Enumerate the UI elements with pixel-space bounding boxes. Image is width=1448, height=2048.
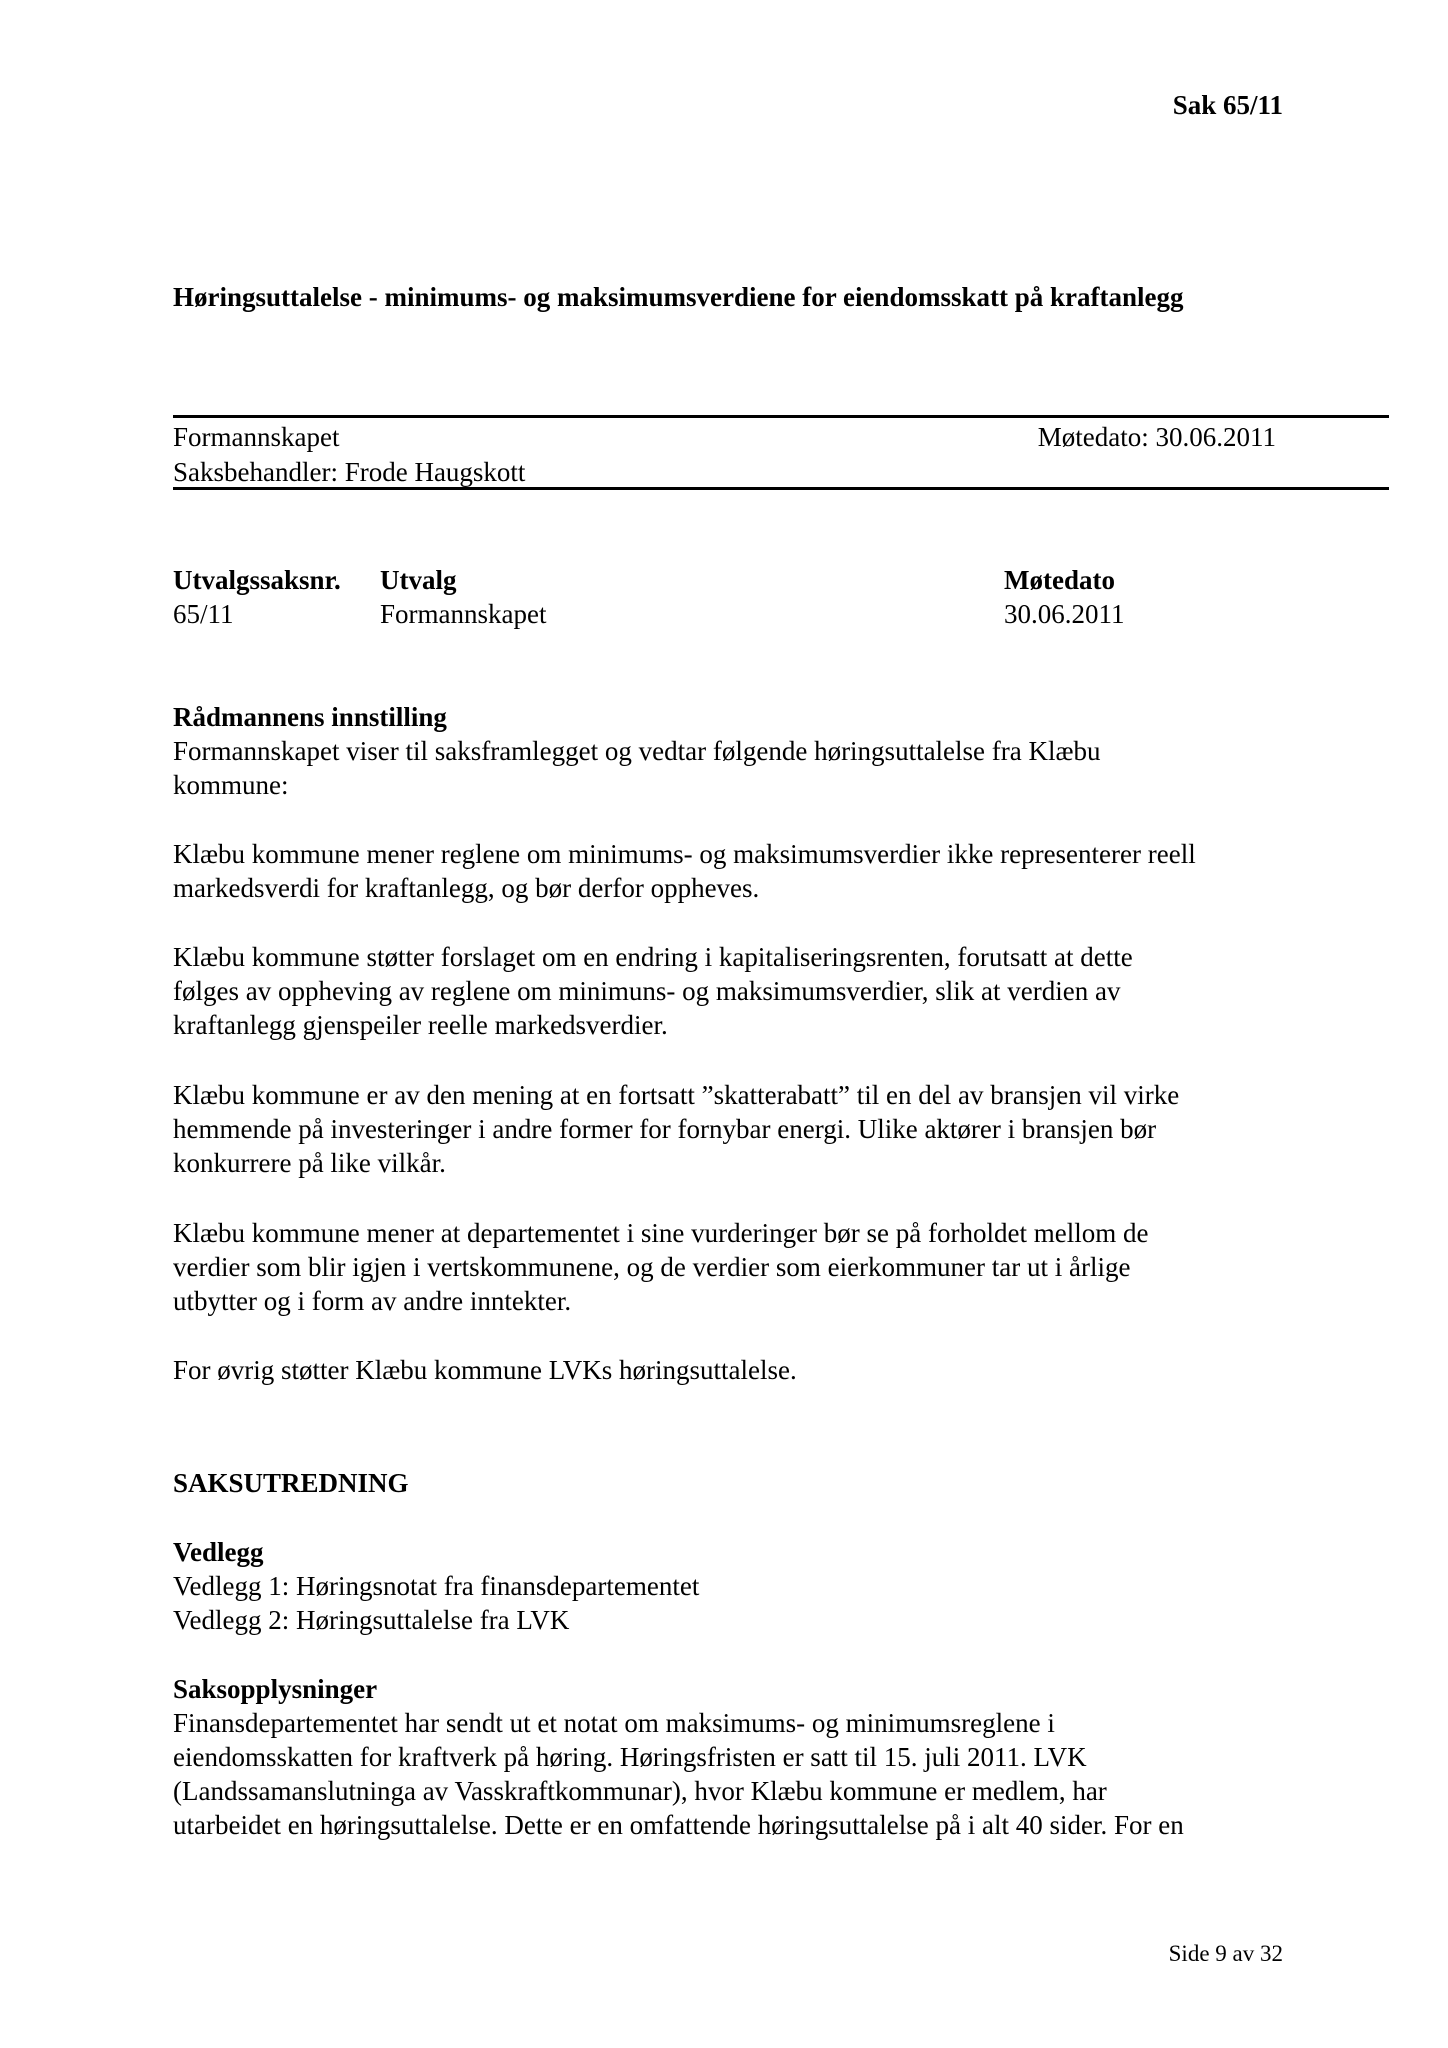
attachments-heading: Vedlegg: [173, 1537, 264, 1567]
text-line: Klæbu kommune mener at departementet i sine vurderinger bør se på forholdet mellom de: [173, 1218, 1149, 1248]
text-line: markedsverdi for kraftanlegg, og bør derfor oppheves.: [173, 873, 760, 903]
text-line: følges av oppheving av reglene om minimuns- og maksimumsverdier, slik at verdien av: [173, 976, 1121, 1006]
recommendation-paragraph-4: [173, 1216, 1323, 1318]
text-line: Klæbu kommune støtter forslaget om en endring i kapitaliseringsrenten, forutsatt at dette: [173, 942, 1133, 972]
text-line: verdier som blir igjen i vertskommunene, og de verdier som eierkommuner tar ut i årlige: [173, 1252, 1131, 1282]
text-line: hemmende på investeringer i andre former for fornybar energi. Ulike aktører i bransjen bør: [173, 1114, 1157, 1144]
meta-body: Formannskapet: [173, 422, 340, 452]
text-line: Klæbu kommune er av den mening at en fortsatt ”skatterabatt” til en del av bransjen vil virke: [173, 1080, 1180, 1110]
meta-meeting-date: Møtedato: 30.06.2011: [1037, 422, 1276, 452]
table-header-case-no: Utvalgssaksnr.: [173, 565, 341, 595]
recommendation-paragraph-3: [173, 1078, 1323, 1180]
table-cell-meeting-date: 30.06.2011: [1004, 599, 1125, 629]
document-title: Høringsuttalelse - minimums- og maksimumsverdiene for eiendomsskatt på kraftanlegg: [173, 282, 1184, 312]
attachments-section: [173, 1535, 1323, 1637]
text-line: konkurrere på like vilkår.: [173, 1148, 446, 1178]
recommendation-paragraph-5: [173, 1353, 1323, 1387]
table-cell-committee: Formannskapet: [380, 599, 547, 629]
table-header-committee: Utvalg: [380, 565, 457, 595]
text-line: Finansdepartementet har sendt ut et notat om maksimums- og minimumsreglene i: [173, 1708, 1055, 1738]
table-header-meeting-date: Møtedato: [1004, 565, 1115, 595]
saksutredning-heading: SAKSUTREDNING: [173, 1468, 409, 1498]
recommendation-paragraph-1: [173, 837, 1323, 905]
page-number: Side 9 av 32: [1168, 1941, 1283, 1966]
text-line: utarbeidet en høringsuttalelse. Dette er en omfattende høringsuttalelse på i alt 40 sider. For en: [173, 1810, 1184, 1840]
text-line: kommune:: [173, 770, 289, 800]
recommendation-heading: Rådmannens innstilling: [173, 702, 447, 732]
meta-case-officer: Saksbehandler: Frode Haugskott: [173, 457, 526, 487]
text-line: kraftanlegg gjenspeiler reelle markedsverdier.: [173, 1010, 668, 1040]
attachment-item: Vedlegg 2: Høringsuttalelse fra LVK: [173, 1605, 570, 1635]
text-line: Klæbu kommune mener reglene om minimums- og maksimumsverdier ikke representerer reell: [173, 839, 1196, 869]
table-cell-case-no: 65/11: [173, 599, 234, 629]
text-line: (Landssamanslutninga av Vasskraftkommunar), hvor Klæbu kommune er medlem, har: [173, 1776, 1107, 1806]
case-reference: Sak 65/11: [1172, 90, 1283, 120]
text-line: For øvrig støtter Klæbu kommune LVKs høringsuttalelse.: [173, 1355, 797, 1385]
text-line: Formannskapet viser til saksframlegget og vedtar følgende høringsuttalelse fra Klæbu: [173, 736, 1101, 766]
case-info-section: [173, 1672, 1323, 1842]
recommendation-section: [173, 700, 1323, 802]
recommendation-paragraph-2: [173, 940, 1323, 1042]
bottom-rule: [173, 487, 1389, 490]
attachment-item: Vedlegg 1: Høringsnotat fra finansdepartementet: [173, 1571, 700, 1601]
top-rule: [173, 415, 1389, 418]
text-line: eiendomsskatten for kraftverk på høring. Høringsfristen er satt til 15. juli 2011. LVK: [173, 1742, 1087, 1772]
text-line: utbytter og i form av andre inntekter.: [173, 1286, 572, 1316]
case-info-heading: Saksopplysninger: [173, 1674, 378, 1704]
